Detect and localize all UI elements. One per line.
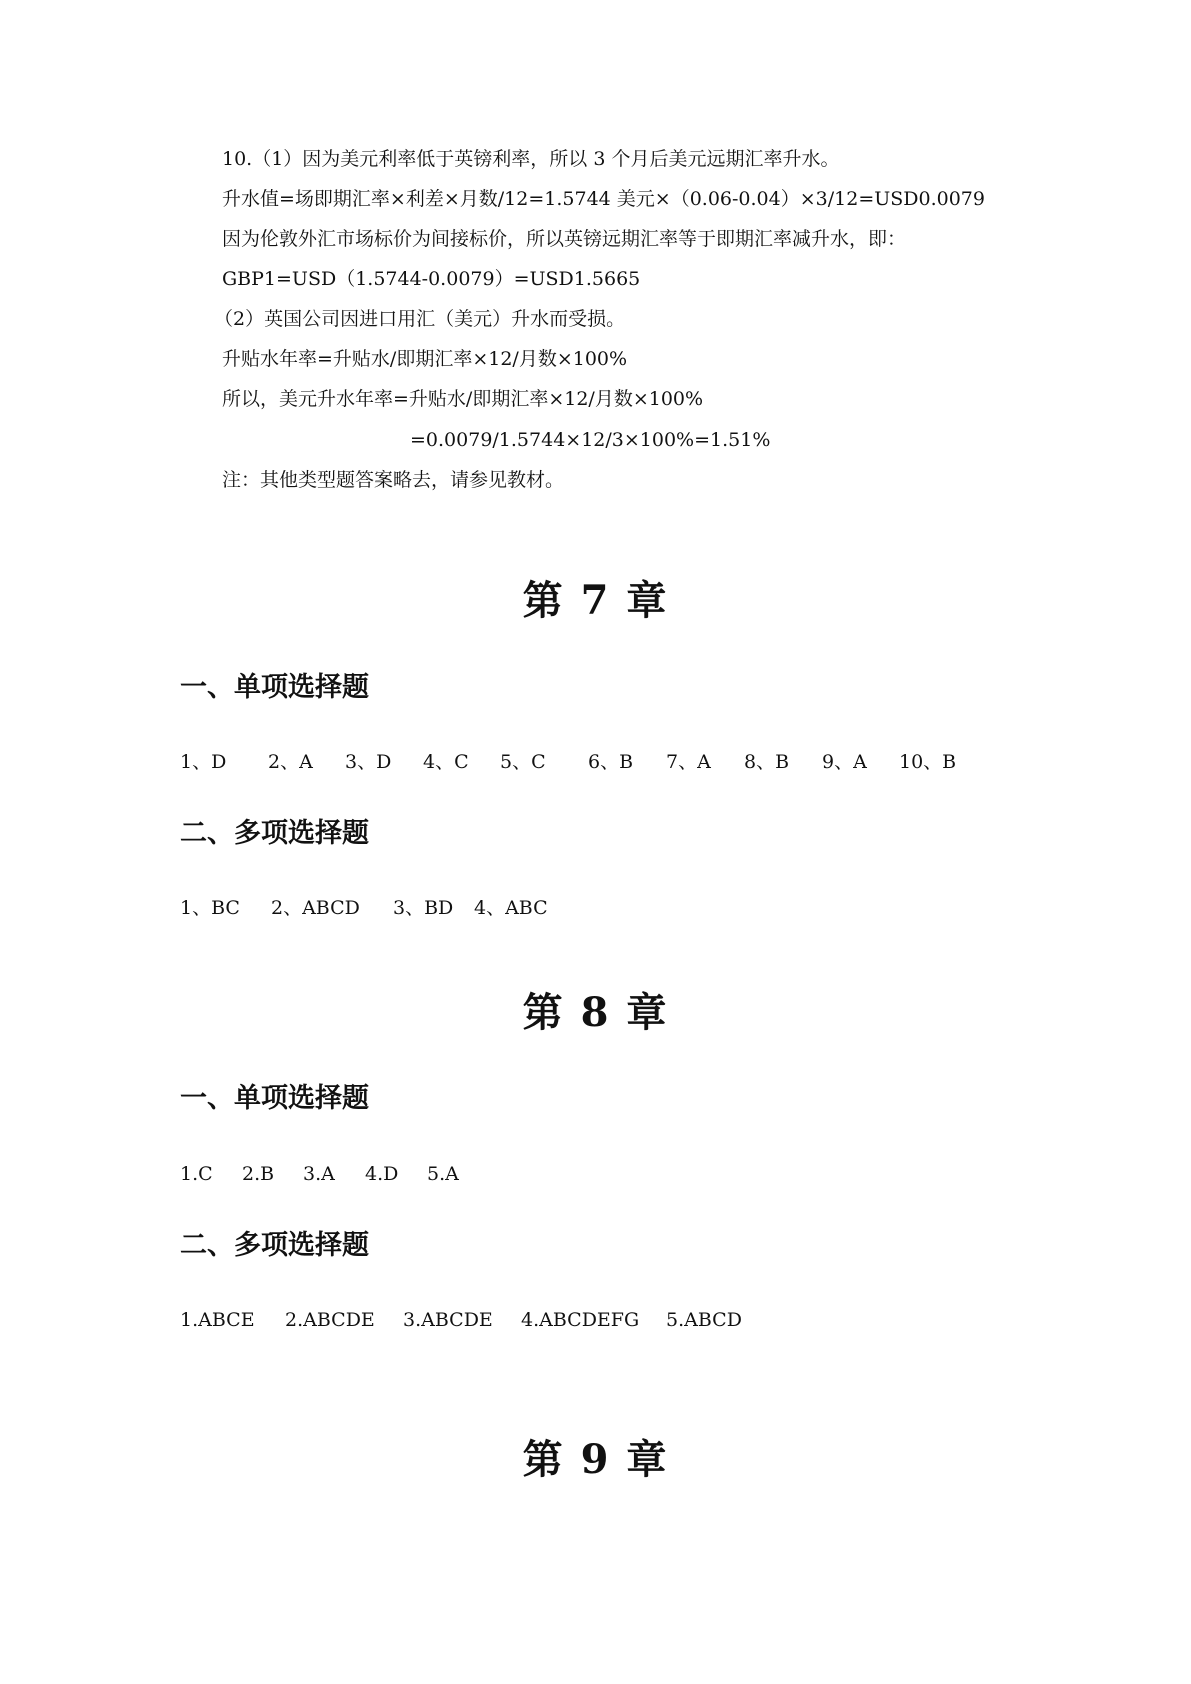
ch7-multi-choice-title: 二、多项选择题 — [180, 818, 369, 849]
ch8-multi-answer: 1.ABCE — [180, 1309, 255, 1331]
ch7-single-answers — [180, 748, 1060, 776]
ch7-single-answer: 9、A — [822, 751, 867, 773]
ch7-single-answer: 6、B — [588, 751, 634, 773]
ch7-single-answer: 10、B — [899, 751, 957, 773]
q10-line-7: 所以，美元升水年率=升贴水/即期汇率×12/月数×100% — [222, 388, 704, 410]
ch8-single-answer: 5.A — [427, 1163, 459, 1185]
ch7-single-answer: 7、A — [666, 751, 711, 773]
q10-note: 注：其他类型题答案略去，请参见教材。 — [222, 469, 565, 491]
ch7-multi-answers — [180, 894, 1060, 922]
ch8-single-choice-title: 一、单项选择题 — [180, 1083, 369, 1114]
chapter-9-title: 第 9 章 — [522, 1436, 669, 1483]
ch8-single-answer: 1.C — [180, 1163, 213, 1185]
ch8-multi-answer: 4.ABCDEFG — [521, 1309, 640, 1331]
ch8-multi-choice-title: 二、多项选择题 — [180, 1230, 369, 1261]
ch8-single-answer: 3.A — [303, 1163, 335, 1185]
ch8-single-answer: 4.D — [365, 1163, 399, 1185]
q10-line-4: GBP1=USD（1.5744-0.0079）=USD1.5665 — [222, 268, 641, 290]
ch8-multi-answer: 5.ABCD — [666, 1309, 742, 1331]
ch7-multi-answer: 2、ABCD — [271, 897, 360, 919]
ch8-single-answer: 2.B — [242, 1163, 275, 1185]
ch7-single-answer: 8、B — [744, 751, 790, 773]
ch7-multi-answer: 1、BC — [180, 897, 240, 919]
q10-line-1: 10.（1）因为美元利率低于英镑利率，所以 3 个月后美元远期汇率升水。 — [222, 148, 840, 170]
q10-formula-continuation: =0.0079/1.5744×12/3×100%=1.51% — [410, 429, 771, 451]
q10-line-5: （2）英国公司因进口用汇（美元）升水而受损。 — [214, 308, 626, 330]
ch7-single-answer: 1、D — [180, 751, 227, 773]
ch7-multi-answer: 3、BD — [393, 897, 454, 919]
ch8-multi-answer: 3.ABCDE — [403, 1309, 493, 1331]
ch7-single-answer: 5、C — [500, 751, 546, 773]
q10-line-2: 升水值=场即期汇率×利差×月数/12=1.5744 美元×（0.06-0.04）×3/12=USD0.0079 — [222, 188, 985, 210]
ch8-single-answers — [180, 1160, 1060, 1188]
ch7-single-choice-title: 一、单项选择题 — [180, 672, 369, 703]
ch7-single-answer: 4、C — [423, 751, 469, 773]
chapter-8-title: 第 8 章 — [522, 989, 669, 1036]
ch8-multi-answers — [180, 1306, 1060, 1334]
ch8-multi-answer: 2.ABCDE — [285, 1309, 375, 1331]
ch7-single-answer: 2、A — [268, 751, 313, 773]
ch7-multi-answer: 4、ABC — [474, 897, 548, 919]
q10-line-6: 升贴水年率=升贴水/即期汇率×12/月数×100% — [222, 348, 628, 370]
ch7-single-answer: 3、D — [345, 751, 392, 773]
q10-line-3: 因为伦敦外汇市场标价为间接标价，所以英镑远期汇率等于即期汇率减升水，即： — [222, 228, 907, 250]
chapter-7-title: 第 7 章 — [522, 577, 669, 624]
